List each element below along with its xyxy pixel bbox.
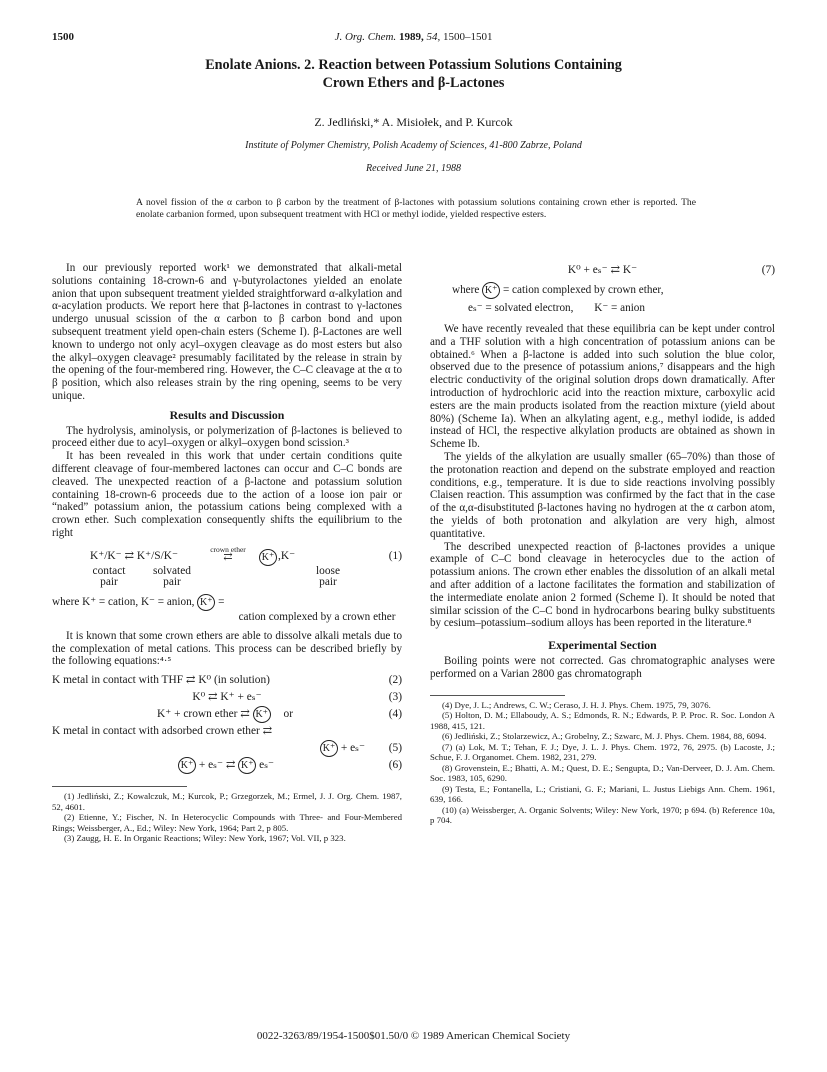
where-definition: cation complexed by a crown ether xyxy=(238,610,396,623)
section-heading: Results and Discussion xyxy=(169,407,285,422)
abstract: A novel fission of the α carbon to β carbon by the treatment of β-lactones with potassium solutions containing crown ether is reported. The enolate carbanion formed, upon subsequent treatment with HCl or methyl iodide, yielded respective esters. xyxy=(136,197,696,221)
footnote: (6) Jedliński, Z.; Stolarzewicz, A.; Grobelny, Z.; Szwarc, M. J. Phys. Chem. 1984, 88, 6094. xyxy=(442,731,767,742)
journal-name: J. Org. Chem. xyxy=(334,31,397,43)
equation-2 xyxy=(52,672,402,689)
where-definition: K⁻ = anion xyxy=(594,302,645,314)
complexed-cation-icon: K⁺ xyxy=(238,757,256,774)
equation-1 xyxy=(52,546,402,590)
paragraph: It has been revealed in this work that under certain conditions quite different cleavage of four-membered lactones can occur and C–C bonds are cleaved. The unexpected reaction of a β-lactone and potassium solution containing 18-crown-6 proceeds due to the action of a loose ion pair or “naked” potassium anion, the potassium cations being complexed with a crown ether. Such complexation consequently shifts the equilibrium to the right xyxy=(52,450,402,539)
where-definition: eₛ⁻ = solvated electron, xyxy=(468,302,574,314)
page-number: 1500 xyxy=(52,31,74,43)
equation-6 xyxy=(52,757,402,774)
footnotes-right xyxy=(430,700,775,826)
left-column xyxy=(52,262,402,844)
eq7-text: K⁰ + eₛ⁻ ⇄ K⁻ xyxy=(567,264,638,276)
footnote: (3) Zaugg, H. E. In Organic Reactions; Wiley: New York, 1967; Vol. VII, p 323. xyxy=(64,833,346,844)
equation-5 xyxy=(52,740,402,757)
eq6-number: (6) xyxy=(388,759,402,772)
eq4-post: or xyxy=(283,708,294,721)
eq4-number: (4) xyxy=(388,708,402,721)
complexed-cation-icon: K⁺ xyxy=(320,740,338,757)
eq3-number: (3) xyxy=(388,691,402,704)
equilibrium-arrow-icon: ⇄ xyxy=(223,550,233,563)
paragraph: In our previously reported work¹ we demonstrated that alkali-metal solutions containing 18-crown-6 and γ-butyrolactones yielded an enolate anion that upon subsequent treatment yielded straightforward α-alkylation and α-acylation products. We report here that β-lactones in contrast to γ-lactones undergo unusual scission of the α carbon to β carbon bond and upon subsequent treatment yield open-chain esters (Scheme I). β-Lactones are well known to undergo not only acyl–oxygen cleavage as do most esters but also the alkyl–oxygen cleavage² presumably facilitated by the release in strain by the opening of the four-membered ring. However, the C–C cleavage at the α to β position, which also releases strain by the ring opening, seems to be very unique. xyxy=(52,262,402,402)
eq6-mid: + eₛ⁻ ⇄ xyxy=(198,759,236,772)
equation-4b xyxy=(52,723,402,740)
eq1-label-contact: contact pair xyxy=(92,564,126,588)
complexed-cation-icon: K⁺ xyxy=(259,549,277,566)
title-line-2: Crown Ethers and β-Lactones xyxy=(322,75,505,91)
eq1-rhs: ,K⁻ xyxy=(278,549,296,562)
running-header xyxy=(52,31,775,45)
paragraph: We have recently revealed that these equilibria can be kept under control and a THF solution with a high concentration of potassium anions can be obtained.⁶ When a β-lactone is added into such solution the blue color, observed due to the presence of potassium anions,⁷ disappears and the high electric conductivity of the original solution drops down dramatically. After introduction of hydrochloric acid into the reaction mixture, carboxylic acid esters are the main products isolated from the reaction mixture (yield about 80%) (Scheme Ia). When an alkylating agent, e.g., methyl iodide, is added instead of HCl, the respective alkylation products are obtained as shown in Scheme Ib. xyxy=(430,323,775,451)
right-column xyxy=(430,262,775,826)
eq1-label-solvated: solvated pair xyxy=(153,564,191,588)
complexed-cation-icon: K⁺ xyxy=(253,706,271,723)
paragraph: The yields of the alkylation are usually smaller (65–70%) than those of the protonation reaction and depend on the substrate employed and reaction conditions, e.g., temperature. It is due to side reactions involving possibly Claisen reaction. This assumption was confirmed by the fact that in the case of the α,α-disubstituted β-lactones having no hydrogen at the α carbon atom, the yields of both protonation and alkylation are very high, almost quantitative. xyxy=(430,450,775,540)
complexed-cation-icon: K⁺ xyxy=(482,282,500,299)
eq1-arrow-label: crown ether xyxy=(210,544,246,554)
footnote: (5) Holton, D. M.; Ellaboudy, A. S.; Edmonds, R. N.; Edwards, P. P. Proc. R. Soc. London A 1988, 415, 121. xyxy=(430,710,775,731)
paragraph: The hydrolysis, aminolysis, or polymerization of β-lactones is believed to proceed either due to acyl–oxygen or alkyl–oxygen bond scission.³ xyxy=(52,424,402,450)
eq2-text: K metal in contact with THF ⇄ K⁰ (in solution) xyxy=(52,674,270,687)
where-text: where K⁺ = cation, K⁻ = anion, xyxy=(52,595,195,608)
eq1-number: (1) xyxy=(388,549,402,562)
eq4-pre: K⁺ + crown ether ⇄ xyxy=(157,708,250,721)
authors: Z. Jedliński,* A. Misiołek, and P. Kurcok xyxy=(314,115,513,129)
footnote: (9) Testa, E.; Fontanella, L.; Cristiani, G. F.; Mariani, L. Justus Liebigs Ann. Chem. 1961, 639, 166. xyxy=(430,783,775,805)
paragraph: It is known that some crown ethers are able to dissolve alkali metals due to the complexation of metal cations. This process can be described briefly by the following equations:⁴·⁵ xyxy=(52,629,402,668)
eq6-post: eₛ⁻ xyxy=(259,759,275,772)
eq7-definitions xyxy=(430,281,775,317)
complexed-cation-icon: K⁺ xyxy=(178,757,196,774)
eq3-text: K⁰ ⇄ K⁺ + eₛ⁻ xyxy=(192,691,262,704)
section-heading: Experimental Section xyxy=(548,638,657,653)
footnote-rule xyxy=(52,786,187,787)
journal-pages: 1500–1501 xyxy=(442,31,493,43)
footnote: (4) Dye, J. L.; Andrews, C. W.; Ceraso, J. H. J. Phys. Chem. 1975, 79, 3076. xyxy=(442,699,711,710)
eq5-number: (5) xyxy=(388,742,402,755)
equation-7 xyxy=(430,262,775,279)
equation-4 xyxy=(52,706,402,723)
footnote: (7) (a) Lok, M. T.; Tehan, F. J.; Dye, J. L. J. Phys. Chem. 1972, 76, 2975. (b) Lacoste, J.; Schue, F. J. Organomet. Chem. 1982, 231, 279. xyxy=(430,741,775,763)
footnote: (1) Jedliński, Z.; Kowalczuk, M.; Kurcok, P.; Grzegorzek, M.; Ermel, J. J. Org. Chem. 1987, 52, 4601. xyxy=(52,791,402,812)
title-line-1: Enolate Anions. 2. Reaction between Potassium Solutions Containing xyxy=(205,57,622,73)
eq1-label-loose: loose pair xyxy=(315,564,341,588)
institution: Institute of Polymer Chemistry, Polish Academy of Sciences, 41-800 Zabrze, Poland xyxy=(245,140,582,151)
where-definition: = cation complexed by crown ether, xyxy=(502,284,664,296)
footnote: (10) (a) Weissberger, A. Organic Solvents; Wiley: New York, 1970; p 694. (b) Reference 10a, p 704. xyxy=(430,804,775,826)
where-line-1 xyxy=(452,281,775,299)
footnote: (8) Grovenstein, E.; Bhatti, A. M.; Quest, D. E.; Sengupta, D.; Van-Derveer, D. J. Am. Chem. Soc. 1983, 105, 6290. xyxy=(430,762,775,784)
paragraph: The described unexpected reaction of β-lactones provides a unique example of C–C bond cleavage in heterocycles due to the action of potassium anions. The crown ether enables the dissolution of an alkali metal and after addition of a lactone facilitates the formation and stabilization of the intermediate enolate anion 2 formed (Scheme I). It should be noted that similar scission of the C–C bond in hydrocarbons bearing bulky substituents by cesium–potassium–sodium alloys has been reported in the literature.⁸ xyxy=(430,540,775,630)
footnote: (2) Etienne, Y.; Fischer, N. In Heterocyclic Compounds with Three- and Four-Membered Rings; Weissberger, A., Ed.; Wiley: New York, 1964; Part 2, p 805. xyxy=(52,812,402,833)
journal-citation xyxy=(52,31,775,43)
copyright-footer: 0022-3263/89/1954-1500$01.50/0 © 1989 American Chemical Society xyxy=(256,1030,571,1042)
eq1-circle xyxy=(259,549,277,566)
where-text: where xyxy=(452,284,480,296)
journal-volume: 54, xyxy=(426,31,441,43)
equation-3 xyxy=(52,689,402,706)
footnote-rule xyxy=(430,695,565,696)
paragraph: Boiling points were not corrected. Gas chromatographic analyses were performed on a Varian 2800 gas chromatograph xyxy=(430,654,775,680)
where-line-2 xyxy=(452,299,775,317)
footnotes-left xyxy=(52,791,402,844)
equals-sign: = xyxy=(218,595,225,608)
complexed-cation-icon: K⁺ xyxy=(197,594,215,611)
eq1-lhs: K⁺/K⁻ ⇄ K⁺/S/K⁻ xyxy=(90,549,179,562)
journal-year: 1989, xyxy=(398,31,424,43)
eq1-definitions xyxy=(52,594,402,626)
eq4b-text: K metal in contact with adsorbed crown ether ⇄ xyxy=(52,725,273,738)
article-title xyxy=(60,56,767,92)
eq7-number: (7) xyxy=(761,264,775,276)
eq5-text: + eₛ⁻ xyxy=(340,742,366,755)
received-date: Received June 21, 1988 xyxy=(366,163,461,174)
eq2-number: (2) xyxy=(388,674,402,687)
